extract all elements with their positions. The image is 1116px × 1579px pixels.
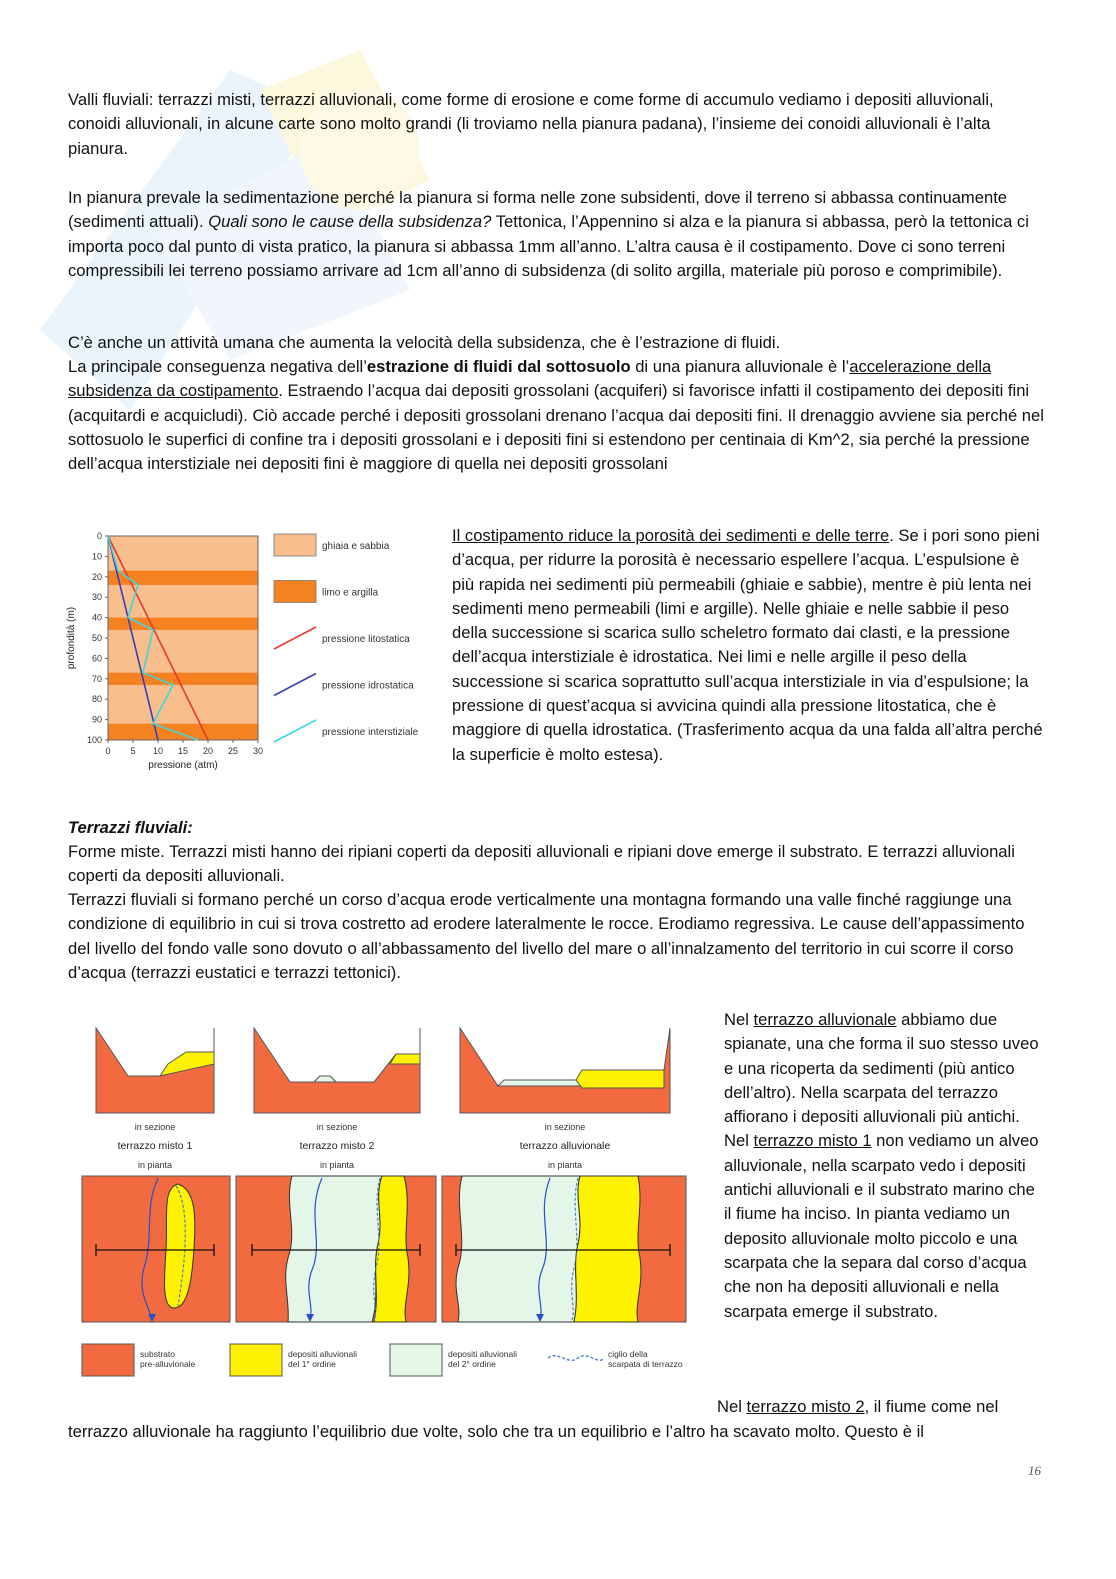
label-sezione-3: in sezione (544, 1122, 586, 1132)
label-sezione-1: in sezione (134, 1122, 176, 1132)
pressure-depth-chart (60, 522, 440, 782)
legend-label-0: ghiaia e sabbia (322, 541, 390, 552)
title-terrazzo-alluvionale: terrazzo alluvionale (519, 1140, 611, 1152)
legend-substrato-l1: substrato (140, 1349, 175, 1359)
paragraph-valli-fluviali: Valli fluviali: terrazzi misti, terrazzi alluvionali, come forme di erosione e come forme di accumulo vediamo i depositi alluvionali, conoidi alluvionali, in alcune carte sono molto grandi (li troviamo nella pianura padana), l’insieme dei conoidi alluvionali è l’alta pianura. (68, 90, 994, 158)
paragraph-terrazzo-misto-2-start: Nel terrazzo misto 2, il fiume come nel (717, 1397, 999, 1416)
legend-depositi-2-l2: del 2° ordine (448, 1359, 496, 1369)
legend-depositi-2-l1: depositi alluvionali (448, 1349, 517, 1359)
legend-label-3: pressione idrostatica (322, 680, 414, 692)
legend-label-1: limo e argilla (322, 587, 379, 599)
y-tick-label-3: 30 (91, 592, 102, 603)
paragraph-forme-miste: Forme miste. Terrazzi misti hanno dei ripiani coperti da depositi alluvionali e ripiani dove emerge il substrato. E terrazzi alluvionali coperti da depositi alluvionali. (68, 842, 1015, 886)
legend-swatch-0 (274, 534, 316, 556)
section-alluvionale (460, 1028, 670, 1113)
x-tick-label-3: 15 (177, 746, 189, 756)
plan-misto-2 (236, 1176, 436, 1322)
x-tick-label-5: 25 (227, 746, 239, 756)
legend-swatch-1 (274, 581, 316, 603)
section-misto-2 (254, 1028, 420, 1113)
terrace-description-column (724, 1008, 1046, 1324)
y-tick-label-7: 70 (91, 673, 102, 684)
y-tick-label-8: 80 (91, 694, 102, 705)
legend-depositi-1-l1: depositi alluvionali (288, 1349, 357, 1359)
legend-label-2: pressione litostatica (322, 634, 410, 645)
sand-background (108, 536, 258, 740)
x-tick-label-2: 10 (152, 746, 164, 756)
x-tick-label-4: 20 (202, 746, 214, 756)
y-tick-label-2: 20 (91, 571, 102, 582)
question-cause-subsidenza: Quali sono le cause della subsidenza? (208, 212, 492, 232)
x-tick-label-6: 30 (252, 746, 264, 756)
paragraph-terrazzo-misto-1: Nel terrazzo misto 1 non vediamo un alveo alluvionale, nella scarpato vedo i depositi antichi alluvionali e il substrato marino che il fiume ha inciso. In pianta vediamo un deposito alluvionale molto piccolo e una scarpata che la separa dal corso d’acqua che non ha depositi alluvionali e nella scarpata emerge il substrato. (724, 1131, 1039, 1321)
section-misto-1 (96, 1028, 214, 1113)
legend-ciglio-l1: ciglio della (608, 1349, 648, 1359)
title-terrazzo-misto-1: terrazzo misto 1 (117, 1140, 193, 1152)
terrace-legend (82, 1344, 683, 1376)
x-tick-label-0: 0 (105, 746, 111, 756)
legend-depositi-1-l2: del 1° ordine (288, 1359, 336, 1369)
y-tick-label-4: 40 (91, 612, 102, 623)
label-pianta-1: in pianta (137, 1160, 173, 1170)
paragraph-terrazzo-alluvionale: Nel terrazzo alluvionale abbiamo due spianate, una che forma il suo stesso uveo e una ricoperta da sedimenti (più antico dell’altro). Nella scarpata del terrazzo affiorano i depositi alluvionali più antichi. (724, 1010, 1039, 1127)
y-tick-label-6: 60 (91, 653, 102, 664)
y-tick-label-1: 10 (91, 551, 102, 562)
paragraph-costipamento: Il costipamento riduce la porosità dei sedimenti e delle terre. Se i pori sono pieni d’acqua, per ridurre la porosità è necessario espellere l’acqua. L’espulsione è più rapida nei sedimenti più permeabili (ghiaie e sabbie), mentre è più lenta nei sedimenti meno permeabili (limi e argille). Nelle ghiaie e nelle sabbie il peso della successione si scarica sullo scheletro formato dai clasti, e la pressione dell’acqua interstiziale è idrostatica. Nei limi e nelle argille il peso della successione si scarica soprattutto sull’acqua interstiziale in via d’espulsione; la pressione di quest’acqua si avvicina quindi alla pressione litostatica, che è maggiore di quella idrostatica. (Trasferimento acqua da una falda all’altra perché la superficie è molto estesa). (452, 526, 1043, 764)
legend-swatch-3 (274, 674, 316, 696)
y-axis-label: profondità (m) (66, 606, 77, 670)
legend-ciglio-l2: scarpata di terrazzo (608, 1359, 683, 1369)
x-axis-label: pressione (atm) (148, 760, 218, 771)
plan-alluvionale (442, 1176, 686, 1322)
page-number: 16 (1028, 1463, 1041, 1478)
y-tick-label-9: 90 (91, 714, 102, 725)
y-tick-label-5: 50 (91, 633, 102, 643)
label-sezione-2: in sezione (316, 1122, 358, 1132)
legend-swatch-2 (274, 627, 316, 649)
y-tick-label-10: 100 (86, 735, 102, 745)
paragraph-attivita-umana: C’è anche un attività umana che aumenta la velocità della subsidenza, che è l’estrazione di fluidi. (68, 333, 781, 352)
label-pianta-2: in pianta (319, 1160, 355, 1170)
plan-misto-1 (82, 1176, 230, 1322)
paragraph-terrazzo-misto-2-cont: terrazzo alluvionale ha raggiunto l’equilibrio due volte, solo che tra un equilibrio e l’altro ha scavato molto. Questo è il (68, 1422, 924, 1441)
legend-swatch-4 (274, 720, 316, 742)
clay-layer-2 (108, 673, 258, 685)
paragraph-subsidenza: In pianura prevale la sedimentazione perché la pianura si forma nelle zone subsidenti, dove il terreno si abbassa continuamente (sedimenti attuali). Quali sono le cause della subsidenza? Tettonica, l’Appennino si alza e la pianura si abbassa, però la tettonica ci importa poco dal punto di vista pratico, la pianura si abbassa 1mm all’anno. L’altra causa è il costipamento. Dove ci sono terreni compressibili lei terreno possiamo arrivare ad 1cm all’anno di subsidenza (di solito argilla, materiale più poroso e comprimibile). (68, 188, 1029, 280)
clay-layer-3 (108, 724, 258, 740)
y-tick-label-0: 0 (96, 531, 102, 541)
paragraph-formazione-terrazzi: Terrazzi fluviali si formano perché un corso d’acqua erode verticalmente una montagna formando una valle finché raggiunge una condizione di equilibrio in cui si trova costretto ad erodere lateralmente le rocce. Erodiamo regressiva. Le cause dell’appassimento del livello del fondo valle sono dovuto o all’abbassamento del livello del mare o all’innalzamento del territorio in cui scorre il corso d’acqua (terrazzi eustatici e terrazzi tettonici). (68, 890, 1025, 982)
paragraph-estrazione-fluidi: La principale conseguenza negativa dell’estrazione di fluidi dal sottosuolo di una pianura alluvionale è l’accelerazione della subsidenza da costipamento. Estraendo l’acqua dai depositi grossolani (acquiferi) si favorisce infatti il costipamento dei depositi fini (acquitardi e acquicludi). Ciò accade perché i depositi grossolani drenano l’acqua dai depositi fini. Il drenaggio avviene sia perché nel sottosuolo le superfici di confine tra i depositi grossolani e i depositi fini si estendono per centinaia di Km^2, sia perché la pressione dell’acqua interstiziale nei depositi fini è maggiore di quella nei depositi grossolani (68, 357, 1044, 474)
legend-label-4: pressione interstiziale (322, 727, 419, 738)
heading-terrazzi-fluviali: Terrazzi fluviali: (68, 818, 193, 837)
legend-substrato-l2: pre-alluvionale (140, 1359, 196, 1369)
terrace-diagram (78, 1018, 694, 1384)
title-terrazzo-misto-2: terrazzo misto 2 (299, 1140, 375, 1152)
label-pianta-3: in pianta (547, 1160, 583, 1170)
x-tick-label-1: 5 (130, 746, 136, 756)
